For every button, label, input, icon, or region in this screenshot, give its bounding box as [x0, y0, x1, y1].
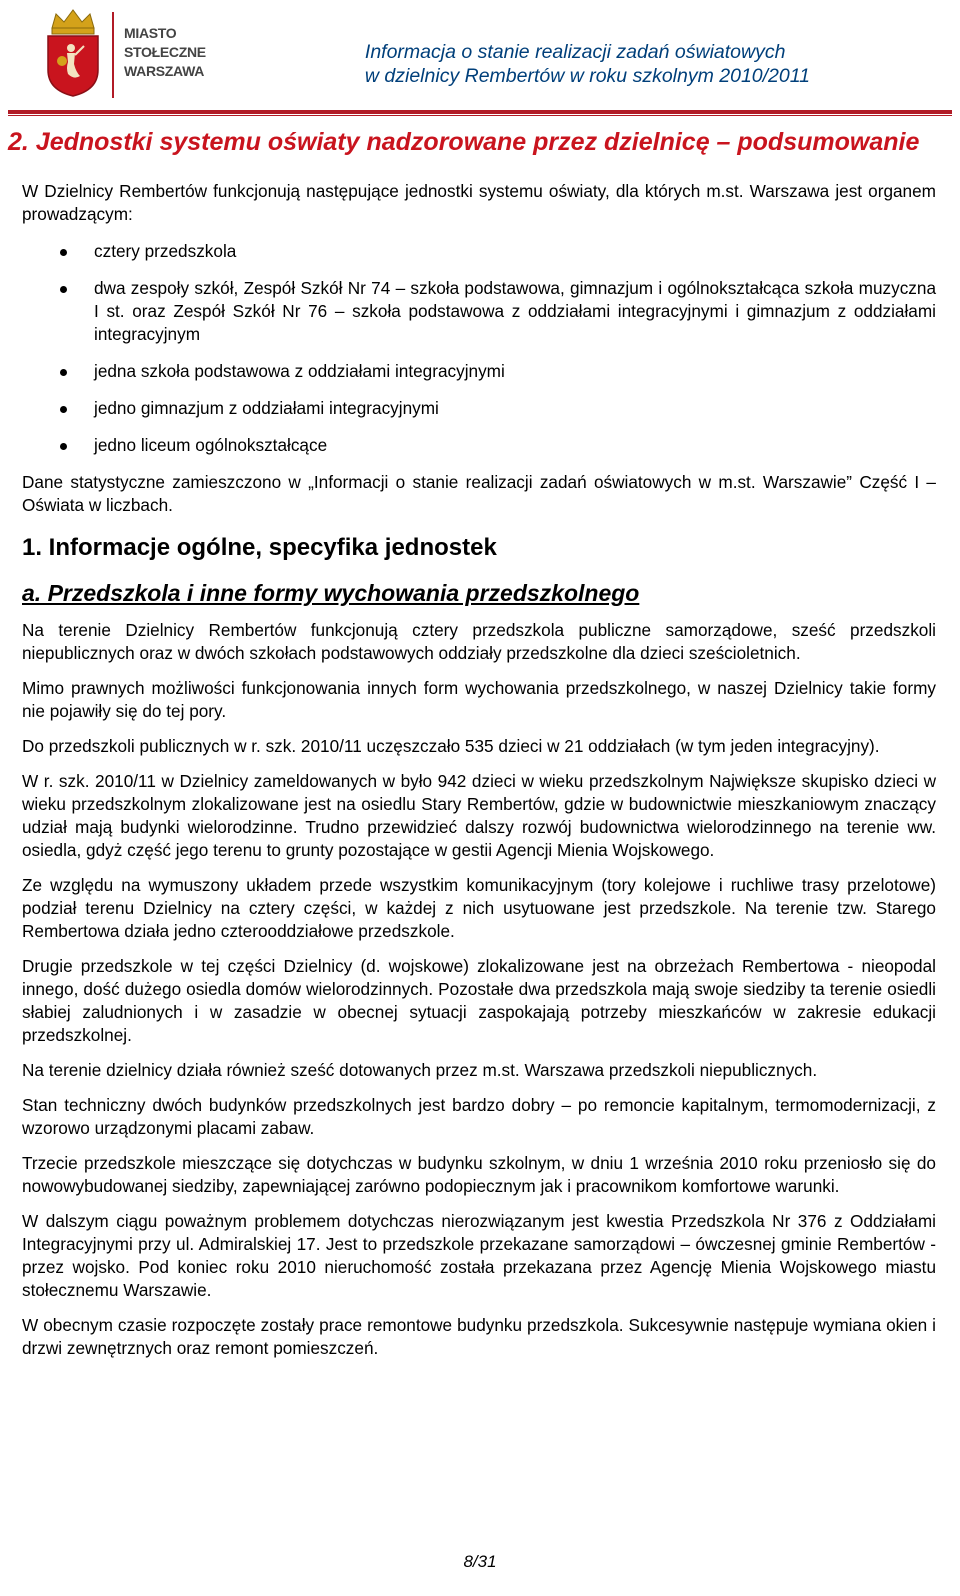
body-paragraph: Na terenie dzielnicy działa również sześć dotowanych przez m.st. Warszawa przedszkoli niepublicznych.	[22, 1060, 818, 1080]
body-paragraph: Mimo prawnych możliwości funkcjonowania innych form wychowania przedszkolnego, w naszej Dzielnicy takie formy nie pojawiły się do tej pory.	[22, 678, 936, 721]
document-title-line: Informacja o stanie realizacji zadań oświatowych	[364, 41, 786, 63]
logo-divider	[112, 12, 114, 98]
list-item: jedno liceum ogólnokształcące	[22, 434, 936, 457]
intro-paragraph: W Dzielnicy Rembertów funkcjonują następujące jednostki systemu oświaty, dla których m.st. Warszawa jest organem prowadzącym:	[22, 181, 936, 224]
body-paragraph: W obecnym czasie rozpoczęte zostały prace remontowe budynku przedszkola. Sukcesywnie następuje wymiana okien i drzwi zewnętrznych oraz remont pomieszczeń.	[22, 1315, 936, 1358]
logo-wordmark	[124, 24, 244, 81]
body-paragraph: Drugie przedszkole w tej części Dzielnicy (d. wojskowe) zlokalizowane jest na obrzeżach Rembertowa - nieopodal innego, dość dużego osiedla domów wielorodzinnych. Pozostałe dwa przedszkola mają swoje siedziby ta terenie osiedli słabiej zaludnionych i w zasadzie w obecnej sytuacji zaspokajają potrzeby mieszkańców w zakresie edukacji przedszkolnej.	[22, 956, 936, 1045]
body-paragraph: Stan techniczny dwóch budynków przedszkolnych jest bardzo dobry – po remoncie kapitalnym, termomodernizacji, z wzorowo urządzonymi placami zabaw.	[22, 1095, 936, 1138]
list-item: cztery przedszkola	[22, 240, 936, 263]
body-paragraph: Do przedszkoli publicznych w r. szk. 2010/11 uczęszczało 535 dzieci w 21 oddziałach (w tym jeden integracyjny).	[22, 736, 880, 756]
body-paragraph: Trzecie przedszkole mieszczące się dotychczas w budynku szkolnym, w dniu 1 września 2010 roku przeniosło się do nowowybudowanej siedziby, zapewniającej zarówno podopiecznym jak i pracownikom komfortowe warunki.	[22, 1153, 936, 1196]
header-rule	[8, 110, 952, 114]
document-title	[365, 40, 810, 88]
subsection-subheading: a. Przedszkola i inne formy wychowania przedszkolnego	[22, 580, 640, 606]
list-item: jedno gimnazjum z oddziałami integracyjnymi	[22, 397, 936, 420]
list-item: dwa zespoły szkół, Zespół Szkół Nr 74 – szkoła podstawowa, gimnazjum i ogólnokształcąca szkoła muzyczna I st. oraz Zespół Szkół Nr 76 – szkoła podstawowa z oddziałami integracyjnymi i gimnazjum z oddziałami integracyjnym	[22, 277, 936, 346]
body-paragraph: W dalszym ciągu poważnym problemem dotychczas nierozwiązanym jest kwestia Przedszkola Nr 376 z Oddziałami Integracyjnymi przy ul. Admiralskiej 17. Jest to przedszkole przekazane samorządowi – ówczesnej gminie Rembertów - przez wojsko. Pod koniec roku 2010 nieruchomość została przekazana przez Agencję Mienia Wojskowego miastu stołecznemu Warszawie.	[22, 1211, 936, 1300]
logo-line: STOŁECZNE	[124, 44, 206, 60]
units-list	[22, 240, 936, 457]
section-heading: 2. Jednostki systemu oświaty nadzorowane przez dzielnicę – podsumowanie	[8, 128, 920, 156]
page-number: 8/31	[463, 1552, 497, 1571]
body-paragraph: Ze względu na wymuszony układem przede wszystkim komunikacyjnym (tory kolejowe i ruchliwe trasy przelotowe) podział terenu Dzielnicy na cztery części, w każdej z nich usytuowane jest przedszkole. Na terenie tzw. Starego Rembertowa działa jedno czterooddziałowe przedszkole.	[22, 875, 936, 941]
subsection-heading: 1. Informacje ogólne, specyfika jednostek	[22, 534, 497, 561]
warsaw-logo	[38, 6, 218, 98]
warsaw-crest-icon	[38, 6, 108, 98]
header-rule-thin	[8, 115, 952, 116]
stats-note: Dane statystyczne zamieszczono w „Informacji o stanie realizacji zadań oświatowych w m.st. Warszawie” Część I – Oświata w liczbach.	[22, 472, 936, 515]
page-header	[0, 0, 960, 118]
document-title-line: w dzielnicy Rembertów w roku szkolnym 2010/2011	[364, 65, 810, 87]
logo-line: WARSZAWA	[124, 63, 205, 79]
page-content	[8, 126, 936, 1372]
list-item: jedna szkoła podstawowa z oddziałami integracyjnymi	[22, 360, 936, 383]
logo-line: MIASTO	[124, 25, 177, 41]
body-paragraph: W r. szk. 2010/11 w Dzielnicy zameldowanych w było 942 dzieci w wieku przedszkolnym Największe skupisko dzieci w wieku przedszkolnym zlokalizowane jest na osiedlu Stary Rembertów, gdzie w budownictwie mieszkaniowym znaczący udział mają budynki wielorodzinne. Trudno przewidzieć dalszy rozwój budownictwa wielorodzinnego na terenie ww. osiedla, gdyż część jego terenu to grunty pozostające w gestii Agencji Mienia Wojskowego.	[22, 771, 936, 860]
body-paragraph: Na terenie Dzielnicy Rembertów funkcjonują cztery przedszkola publiczne samorządowe, sześć przedszkoli niepublicznych oraz w dwóch szkołach podstawowych oddziały przedszkolne dla dzieci sześcioletnich.	[22, 620, 936, 663]
